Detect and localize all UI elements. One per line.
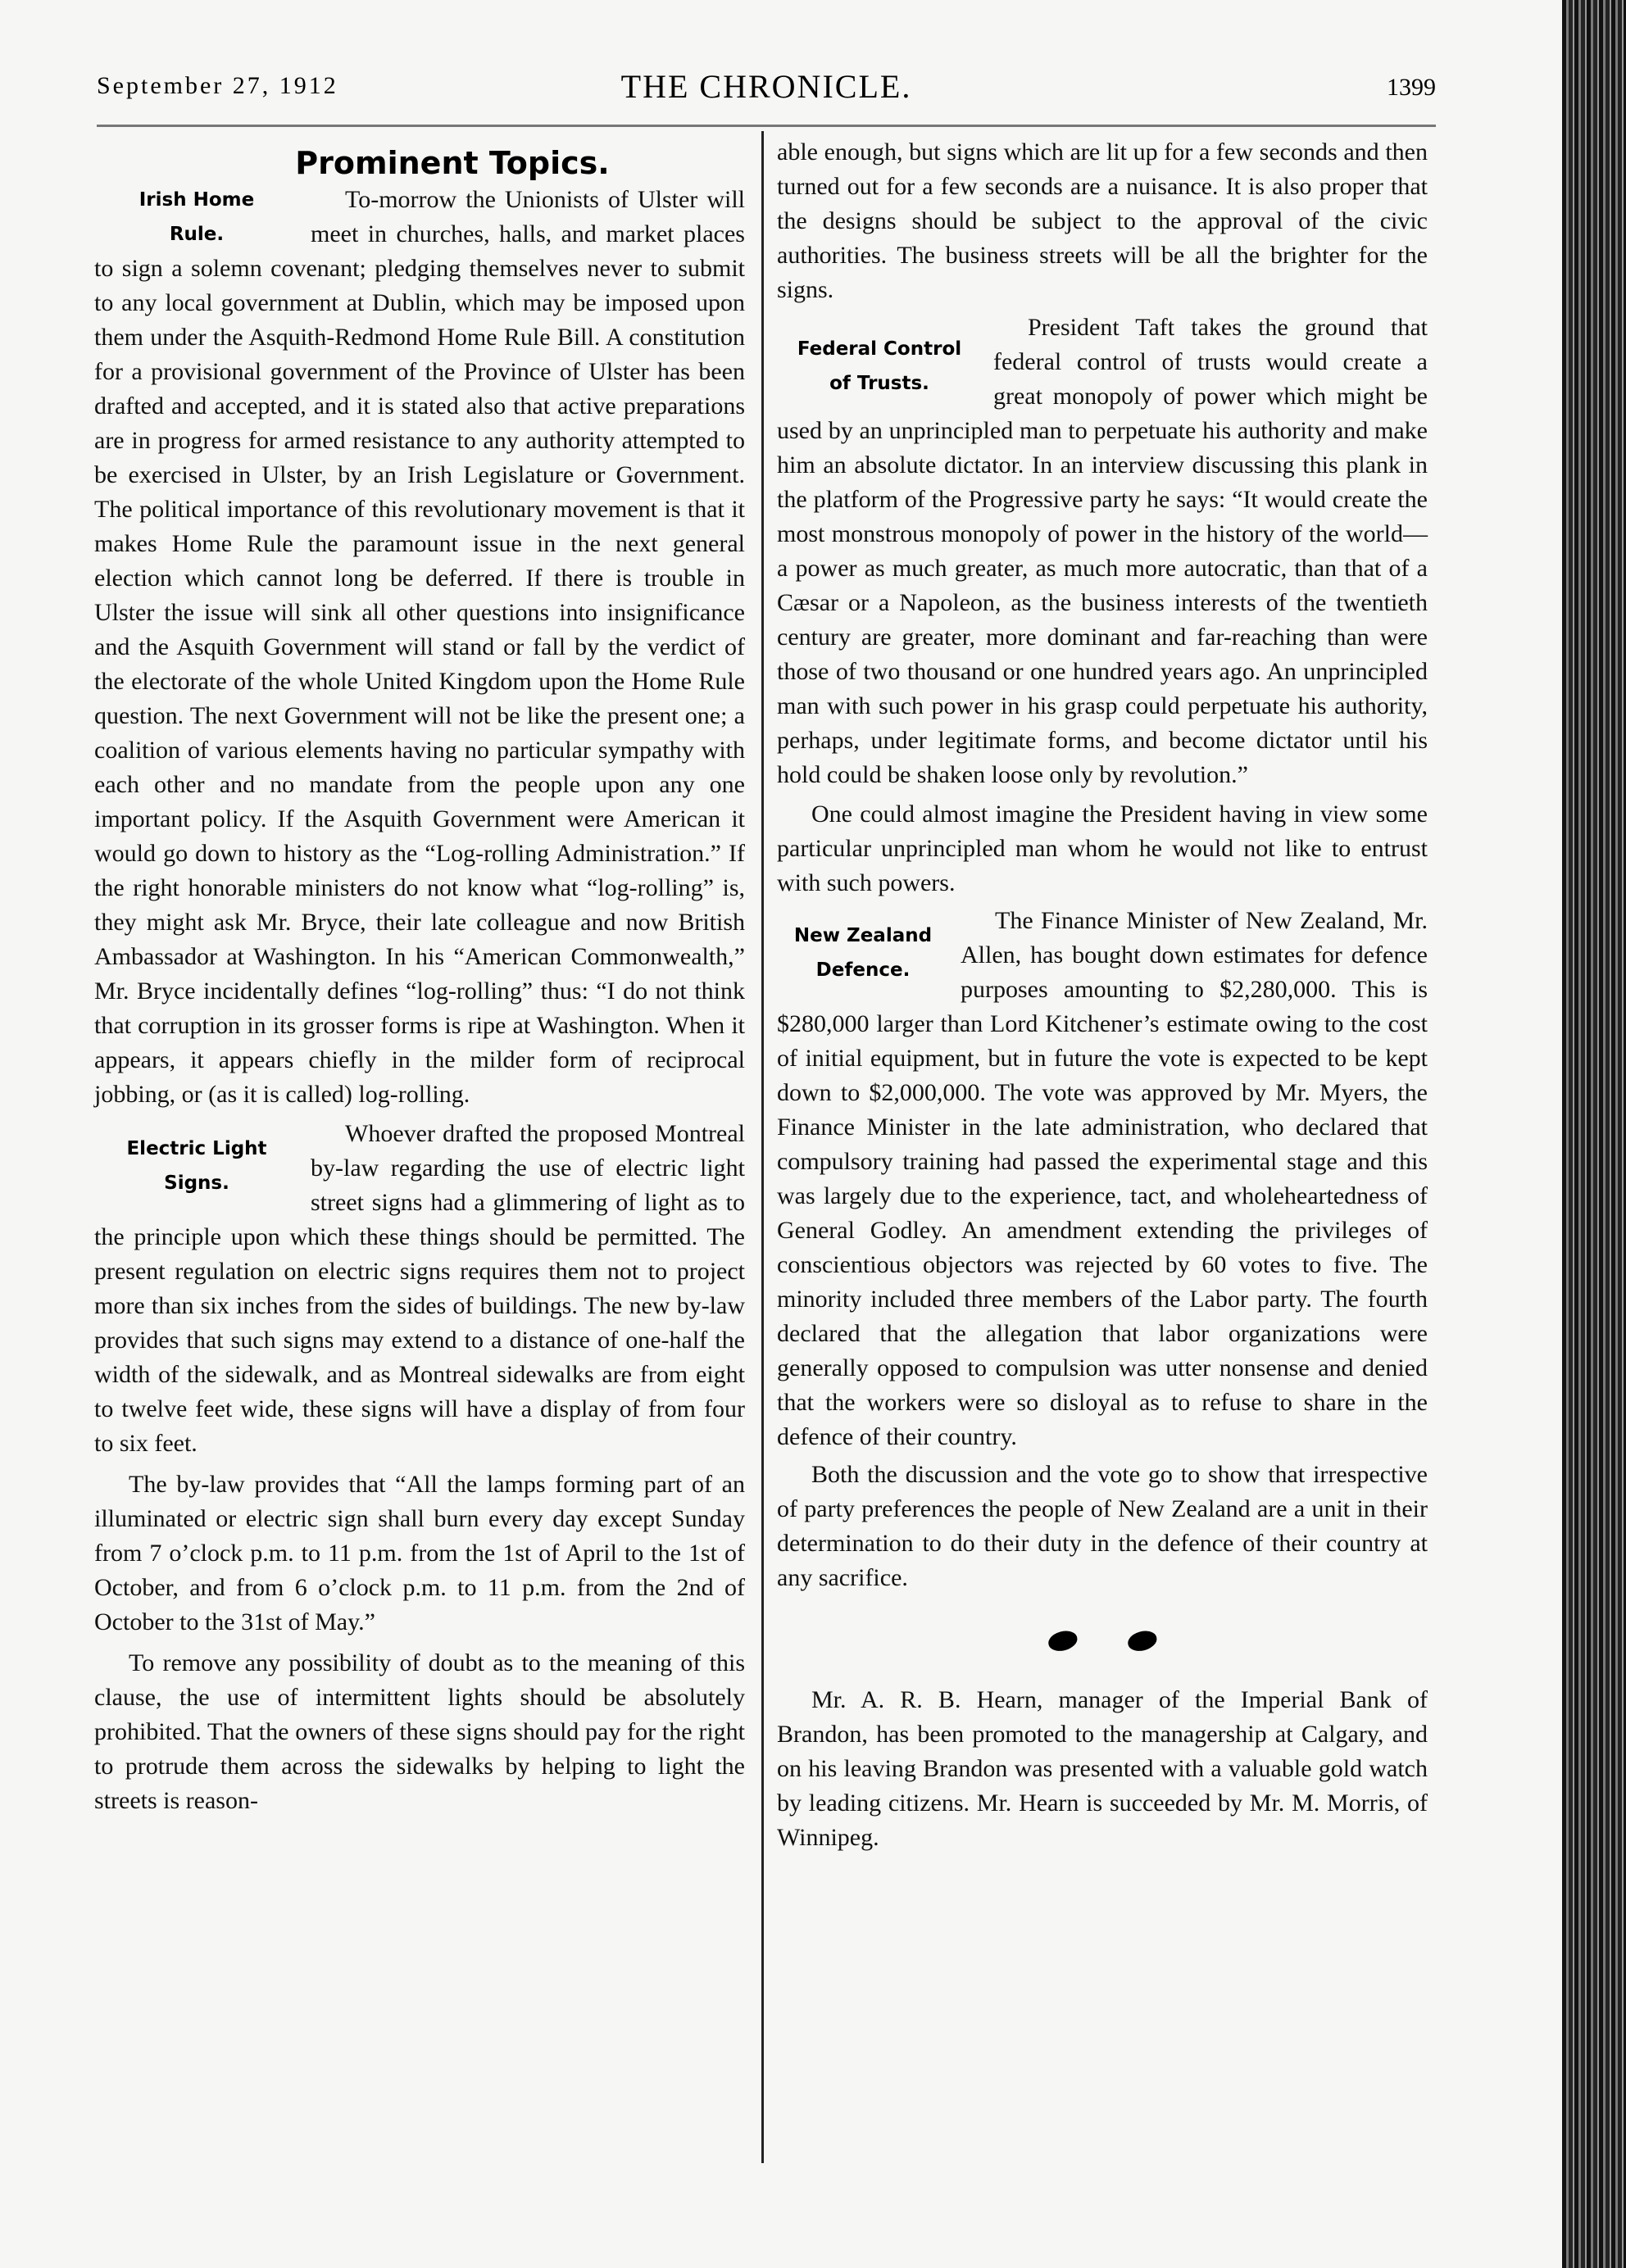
header-date: September 27, 1912	[97, 72, 338, 99]
new-zealand-text-2: Both the discussion and the vote go to show that irrespective of party preferences the people of New Zealand are a unit in their determination to do their duty in the defence of their country at any sacrifice.	[777, 1461, 1428, 1591]
irish-home-rule-text: To-morrow the Unionists of Ulster will meet in churches, halls, and market places to sign a solemn covenant; pledging themselves never to submit to any local government at Dublin, which may be imposed upon them under the Asquith-Redmond Home Rule Bill. A constitution for a provisional government of the Province of Ulster has been drafted and accepted, and it is stated also that active preparations are in progress for armed resistance to any authority attempted to be exercised in Ulster, by an Irish Legislature or Government. The political importance of this revolutionary movement is that it makes Home Rule the paramount issue in the next general election which cannot long be deferred. If there is trouble in Ulster the issue will sink all other questions into insignificance and the Asquith Government will stand or fall by the verdict of the electorate of the whole United Kingdom upon the Home Rule question. The next Government will not be like the present one; a coalition of various elements having no particular sympathy with each other and no mandate from the people upon any one important policy. If the Asquith Government were American it would go down to history as the “Log-rolling Administration.” If the right honorable ministers do not know what “log-rolling” is, they might ask Mr. Bryce, their late colleague and now British Ambassador at Washington. In his “American Commonwealth,” Mr. Bryce incidentally defines “log-rolling” thus: “I do not think that corruption in its grosser forms is ripe at Washington. When it appears, it appears chiefly in the milder form of reciprocal jobbing, or (as it is called) log-rolling.	[94, 186, 745, 1108]
electric-light-signs-section	[94, 1117, 745, 1818]
federal-control-text-1: President Taft takes the ground that federal control of trusts would create a great monopoly of power which might be used by an unprincipled man to perpetuate his authority and make him an absolute dictator. In an interview discussing this plank in the platform of the Progressive party he says: “It would create the most monstrous monopoly of power in the history of the world—a power as much greater, as much more autocratic, than that of a Cæsar or a Napoleon, as the business interests of the twentieth century are greater, more dominant and far-reaching than were those of two thousand or one hundred years ago. An unprincipled man with such power in his grasp could perpetuate his authority, perhaps, under legitimate forms, and become dictator until his hold could be shaken loose only by revolution.”	[777, 314, 1428, 788]
federal-control-text-2: One could almost imagine the President having in view some particular unprincipled man whom he would not like to entrust with such powers.	[777, 801, 1428, 896]
sidehead-new-zealand-defence: New Zealand Defence.	[793, 925, 933, 981]
ornament-icon: ⬬	[1121, 1617, 1162, 1665]
column-divider	[761, 131, 764, 2163]
right-column	[777, 135, 1428, 1855]
electric-signs-text-4: able enough, but signs which are lit up for a few seconds and then turned out for a few seconds are a nuisance. It is also proper that the designs should be subject to the approval of the civic authorities. The business streets will be all the brighter for the signs.	[777, 138, 1428, 303]
new-zealand-defence-section	[777, 904, 1428, 1595]
electric-signs-text-2: The by-law provides that “All the lamps forming part of an illuminated or electric sign shall burn every day except Sunday from 7 o’clock p.m. to 11 p.m. from the 1st of April to the 1st of October, and from 6 o’clock p.m. to 11 p.m. from the 2nd of October to the 31st of May.”	[94, 1471, 745, 1635]
section-ornament	[777, 1617, 1428, 1665]
electric-signs-text-1: Whoever drafted the proposed Montreal by-law regarding the use of electric light street signs had a glimmering of light as to the principle upon which these things should be permitted. The present regulation on electric signs requires them not to project more than six inches from the sides of buildings. The new by-law provides that such signs may extend to a distance of one-half the width of the sidewalk, and as Montreal sidewalks are from eight to twelve feet wide, these signs will have a display of from four to six feet.	[94, 1120, 745, 1457]
sidehead-federal-control: Federal Control of Trusts.	[797, 338, 962, 394]
section-title: Prominent Topics.	[295, 145, 610, 181]
federal-control-section	[777, 311, 1428, 900]
new-zealand-text-1: The Finance Minister of New Zealand, Mr. Allen, has bought down estimates for defence purposes amounting to $2,280,000. This is $280,000 larger than Lord Kitchener’s estimate owing to the cost of initial equipment, but in future the vote is expected to be kept down to $2,000,000. The vote was approved by Mr. Myers, the Finance Minister in the late administration, who declared that compulsory training had passed the experimental stage and this was largely due to the experience, tact, and wholeheartedness of General Godley. An amendment extending the privileges of conscientious objectors was rejected by 60 votes to five. The minority included three members of the Labor party. The fourth declared that the allegation that labor organizations were generally opposed to compulsion was utter nonsense and denied that the workers were so disloyal as to refuse to share in the defence of their country.	[777, 907, 1428, 1450]
header-page-number: 1399	[1387, 74, 1436, 101]
header-rule	[97, 125, 1436, 127]
left-column	[94, 135, 745, 1818]
header-title: THE CHRONICLE.	[620, 68, 912, 105]
hearn-notice-text: Mr. A. R. B. Hearn, manager of the Imperial Bank of Brandon, has been promoted to the managership at Calgary, and on his leaving Brandon was presented with a valuable gold watch by leading citizens. Mr. Hearn is succeeded by Mr. M. Morris, of Winnipeg.	[777, 1686, 1428, 1851]
page-edge-shadow	[1562, 0, 1626, 2268]
ornament-icon: ⬬	[1042, 1617, 1083, 1665]
sidehead-electric-light-signs: Electric Light Signs.	[126, 1138, 267, 1194]
electric-signs-text-3: To remove any possibility of doubt as to the meaning of this clause, the use of intermittent lights should be absolutely prohibited. That the owners of these signs should pay for the right to protrude them across the sidewalks by helping to light the streets is reason-	[94, 1649, 745, 1814]
irish-home-rule-section	[94, 183, 745, 1112]
sidehead-irish-home-rule: Irish Home Rule.	[139, 189, 255, 245]
page-header	[97, 68, 1436, 113]
